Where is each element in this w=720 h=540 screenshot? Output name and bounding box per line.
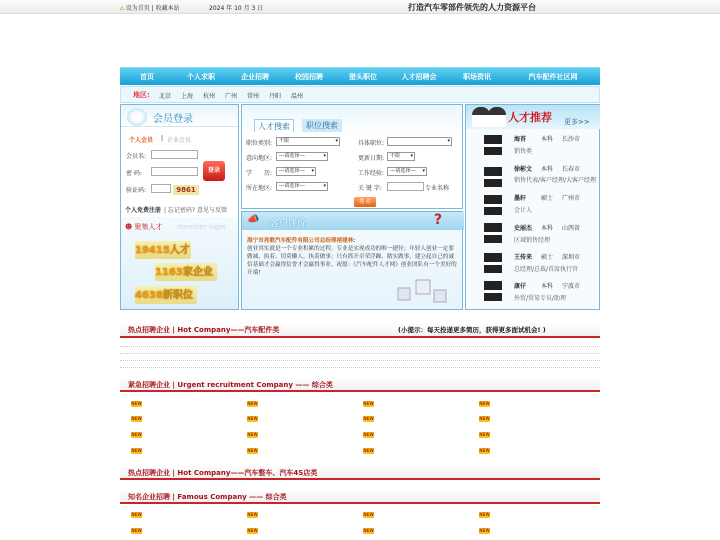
divider (120, 367, 600, 368)
city-link[interactable]: 北京 (159, 93, 172, 100)
person-avatar[interactable] (484, 167, 502, 187)
section-tip: (小提示：每天投递更多简历，获得更多面试机会! ) (398, 326, 546, 334)
nav-community[interactable]: 汽车配件社区网 (528, 73, 578, 81)
cubes-graphic (392, 274, 452, 306)
person-name[interactable]: 海苔 (514, 136, 527, 143)
section-title: 热点招聘企业 | Hot Company——汽车配件类 (128, 326, 280, 334)
city-link[interactable]: 温州 (291, 93, 304, 100)
new-badge: NEW (363, 448, 374, 453)
person-city: 广州市 (562, 195, 581, 202)
review-quote (247, 237, 459, 277)
tab-personal-member[interactable]: 个人会员 (129, 137, 154, 144)
search-panel (241, 104, 463, 209)
section-title: 知名企业招聘 | Famous Company —— 综合类 (128, 493, 287, 501)
people-icon: ☻ (125, 223, 133, 231)
stat-talent (135, 241, 191, 259)
nav-job-fair[interactable]: 人才招聘会 (401, 73, 437, 81)
top-links-text[interactable]: 设为首页 | 收藏本站 (125, 5, 180, 12)
person-name[interactable]: 康仔 (514, 283, 527, 290)
member-title: 会员登录 (153, 114, 193, 125)
keyword-label: 关 键 字: (358, 185, 382, 192)
new-badge: NEW (247, 401, 258, 406)
main-nav (120, 67, 600, 85)
area-select[interactable]: ---请选择--- ▾ (276, 152, 328, 161)
home-icon: ⌂ (120, 5, 124, 12)
person-name[interactable]: 史丽杰 (514, 225, 533, 232)
person-edu: 本科 (541, 136, 554, 143)
tab-talent-search[interactable]: 人才搜索 (254, 119, 294, 132)
nav-home[interactable]: 首页 (140, 73, 154, 81)
section-urgent (120, 377, 600, 392)
section-hot-vehicles (120, 465, 600, 480)
forgot-feedback-link[interactable]: | 忘记密码? 意见与反馈 (164, 207, 228, 214)
new-badge: NEW (131, 432, 142, 437)
tab-job-search[interactable]: 职位搜索 (302, 119, 342, 132)
nav-headhunter[interactable]: 猎头职位 (349, 73, 377, 81)
person-job: 销售代表/客户经理/大客户经理 (514, 177, 597, 184)
section-hot-auto-parts (120, 322, 600, 338)
captcha-input[interactable] (151, 184, 171, 193)
nav-company-hiring[interactable]: 企业招聘 (241, 73, 269, 81)
talent-title: 人才推荐 (508, 111, 552, 124)
stat-talent-unit: 人才 (169, 245, 190, 256)
new-badge: NEW (131, 512, 142, 517)
job-spec-label: 具体职位: (358, 140, 385, 147)
person-job: 销售类 (514, 148, 533, 155)
new-badge: NEW (363, 528, 374, 533)
section-title: 热点招聘企业 | Hot Company——汽车整车、汽车4S店类 (128, 469, 318, 477)
city-bar (120, 86, 600, 103)
new-badge: NEW (363, 512, 374, 517)
edu-select[interactable]: ---请选择--- ▾ (276, 167, 316, 176)
area-label: 意向地区: (246, 155, 273, 162)
login-button[interactable]: 登录 (203, 161, 225, 181)
job-spec-select[interactable] (387, 137, 452, 146)
person-name[interactable]: 王传来 (514, 254, 533, 261)
captcha-image[interactable]: 9861 (173, 185, 199, 195)
talent-panel (465, 104, 600, 310)
new-badge: NEW (479, 401, 490, 406)
new-badge: NEW (247, 448, 258, 453)
loc-label: 所在地区: (246, 185, 273, 192)
section-title: 紧急招聘企业 | Urgent recruitment Company —— 综合类 (128, 381, 333, 389)
person-job: 会计人 (514, 207, 533, 214)
new-badge: NEW (247, 432, 258, 437)
stat-jobs-unit: 新职位 (162, 290, 193, 301)
new-badge: NEW (363, 416, 374, 421)
new-badge: NEW (131, 401, 142, 406)
edu-label: 学 历: (246, 170, 273, 177)
new-badge: NEW (247, 512, 258, 517)
keyword-hint: 专业名称 (425, 185, 450, 192)
new-badge: NEW (479, 528, 490, 533)
person-avatar[interactable] (484, 223, 502, 243)
city-label: 地区: (133, 91, 150, 99)
exp-select[interactable]: ---请选择--- ▾ (387, 167, 427, 176)
person-edu: 硕士 (541, 195, 554, 202)
megaphone-icon: 📣 (247, 214, 260, 225)
divider (120, 346, 600, 347)
exp-label: 工作经验: (358, 170, 385, 177)
top-slogan: 打造汽车零部件领先的人力资源平台 (408, 3, 536, 12)
new-badge: NEW (479, 432, 490, 437)
person-city: 长沙市 (562, 136, 581, 143)
stat-jobs-count: 4638 (135, 290, 163, 301)
job-type-select[interactable]: 不限 ▾ (276, 137, 340, 146)
new-badge: NEW (363, 401, 374, 406)
talent-more-link[interactable]: 更多>> (564, 118, 590, 126)
stat-talent-count: 19415 (135, 245, 170, 256)
update-select[interactable]: 不限 ▾ (387, 152, 415, 161)
stat-company (155, 263, 217, 281)
user-avatar-icon (127, 108, 147, 126)
search-button[interactable]: 搜 索 (354, 197, 376, 207)
nav-campus[interactable]: 校园招聘 (295, 73, 323, 81)
person-city: 长春市 (562, 166, 581, 173)
username-label: 会员名: (126, 153, 147, 160)
nav-news[interactable]: 职场资讯 (463, 73, 491, 81)
member-login-watermark: member login (177, 223, 226, 231)
person-name[interactable]: 徐彬文 (514, 166, 533, 173)
person-job: 外贸/贸易专员/助理 (514, 295, 567, 302)
top-bar (0, 0, 720, 14)
review-company: 海宁市亮歌汽车配件有限公司总经理褚建林: (247, 238, 356, 244)
register-link[interactable]: 个人免费注册 (125, 207, 162, 214)
person-job: 区域销售经理 (514, 237, 551, 244)
new-badge: NEW (131, 528, 142, 533)
new-badge: NEW (479, 512, 490, 517)
keyword-input[interactable] (387, 182, 424, 191)
person-avatar[interactable] (484, 281, 502, 301)
review-text: 创业其实就是一个专业积累的过程。专业是实现成功的唯一捷径；年轻人创业一定要做减、执着、切莫懒人、执着做事；只有抓开卓荣浮躁、踏实做事、建立起自己的诚信基础才会赢得信誉才会赢得事业。祝愿：《汽车配件人才网》创业团队有一个美好的开端! (247, 246, 457, 276)
stat-company-unit: 家企业 (182, 267, 213, 278)
person-edu: 本科 (541, 225, 554, 232)
gather-talent-text (125, 222, 163, 232)
captcha-label: 验证码: (126, 187, 147, 194)
new-badge: NEW (479, 416, 490, 421)
gather-label: 聚集人才 (134, 223, 163, 231)
password-label: 密 码: (126, 170, 142, 177)
section-famous (120, 489, 600, 504)
person-avatar[interactable] (484, 195, 502, 215)
city-link[interactable]: 常州 (247, 93, 260, 100)
loc-select[interactable]: ---请选择--- ▾ (276, 182, 328, 191)
new-badge: NEW (363, 432, 374, 437)
person-avatar[interactable] (484, 135, 502, 155)
username-input[interactable] (151, 150, 198, 159)
new-badge: NEW (131, 416, 142, 421)
member-login-panel (120, 104, 239, 310)
person-name[interactable]: 墨轩 (514, 195, 527, 202)
person-avatar[interactable] (484, 253, 502, 273)
person-city: 宁波市 (562, 283, 581, 290)
stat-company-count: 1163 (155, 267, 183, 278)
city-link[interactable]: 上海 (181, 93, 194, 100)
password-input[interactable] (151, 167, 198, 176)
cubes-svg (392, 274, 452, 306)
top-links[interactable] (120, 3, 180, 12)
city-link[interactable]: 杭州 (203, 93, 216, 100)
person-edu: 本科 (541, 166, 554, 173)
city-link[interactable]: 丹阳 (269, 93, 282, 100)
update-label: 更新日期: (358, 155, 385, 162)
person-job: 总经理/总裁/首席执行官 (514, 266, 579, 273)
review-title: 客户评价 (270, 219, 307, 229)
person-city: 深圳市 (562, 254, 581, 261)
city-link[interactable]: 广州 (225, 93, 238, 100)
person-city: 山西省 (562, 225, 581, 232)
divider (120, 353, 600, 354)
tab-company-member[interactable]: 企业会员 (167, 137, 192, 144)
new-badge: NEW (479, 448, 490, 453)
new-badge: NEW (131, 448, 142, 453)
person-edu: 硕士 (541, 254, 554, 261)
divider (120, 360, 600, 361)
review-panel (241, 211, 463, 310)
nav-personal-jobs[interactable]: 个人求职 (187, 73, 215, 81)
stat-jobs (135, 286, 197, 304)
new-badge: NEW (247, 416, 258, 421)
job-type-label: 职位类别: (246, 140, 273, 147)
new-badge: NEW (247, 528, 258, 533)
people-icon (488, 107, 506, 127)
tab-separator: | (161, 135, 164, 142)
question-icon: ? (434, 212, 443, 228)
person-edu: 本科 (541, 283, 554, 290)
top-date: 2024 年 10 月 3 日 (209, 5, 264, 12)
